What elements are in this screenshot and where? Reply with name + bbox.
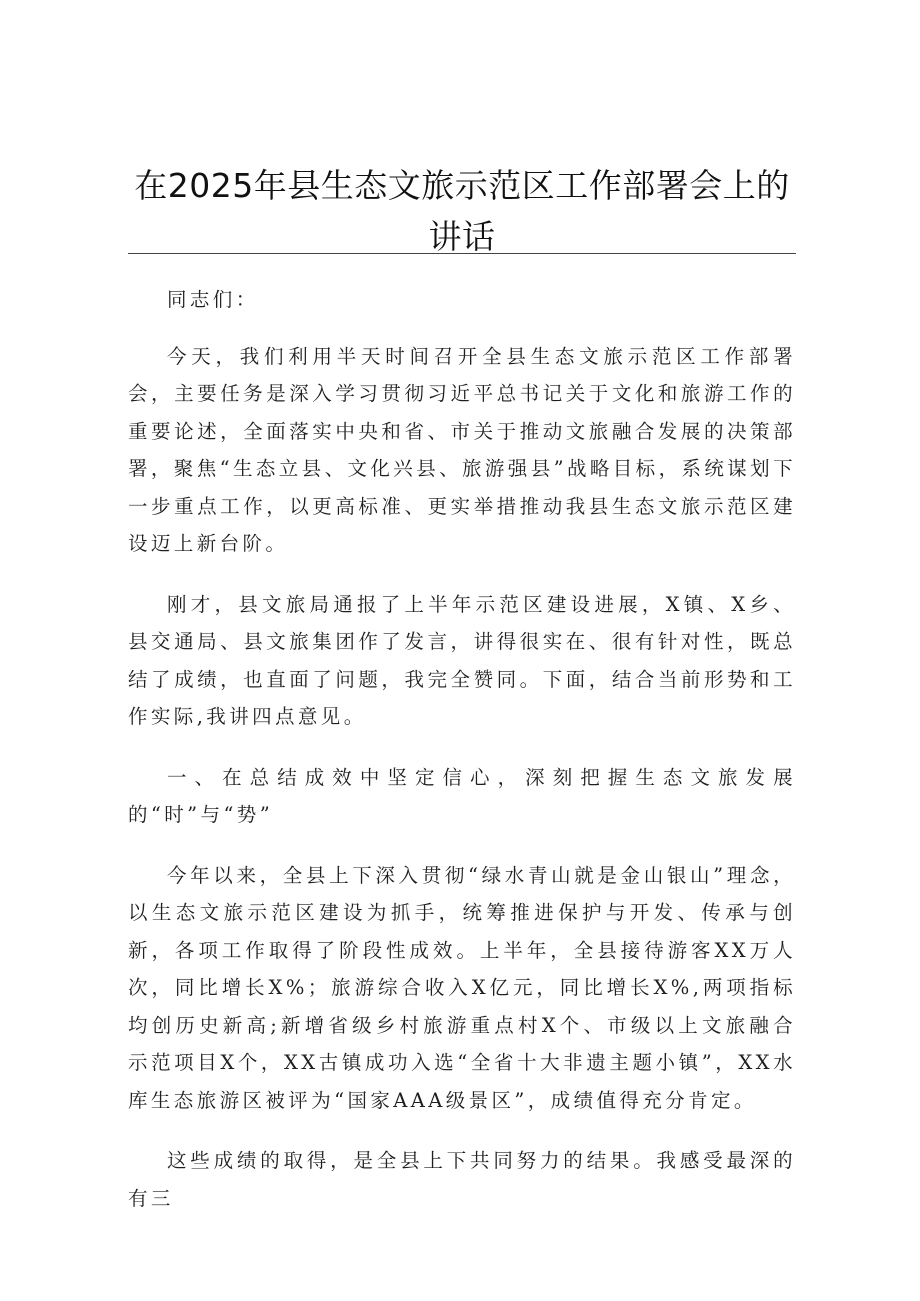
document-title [128, 160, 796, 262]
section-heading-1: 一、在总结成效中坚定信心，深刻把握生态文旅发展的“时”与“势” [128, 765, 796, 826]
paragraph-intro: 今天，我们利用半天时间召开全县生态文旅示范区工作部署会，主要任务是深入学习贯彻习近平总书记关于文化和旅游工作的重要论述，全面落实中央和省、市关于推动文旅融合发展的决策部署，聚焦“生态立县、文化兴县、旅游强县”战略目标，系统谋划下一步重点工作，以更高标准、更实举措推动我县生态文旅示范区建设迈上新台阶。 [128, 344, 796, 555]
title-line-2: 讲话 [428, 217, 496, 256]
salutation: 同志们： [167, 288, 259, 311]
title-divider [128, 253, 796, 254]
paragraph-reflection: 这些成绩的取得，是全县上下共同努力的结果。我感受最深的有三 [128, 1149, 796, 1210]
paragraph-context: 刚才，县文旅局通报了上半年示范区建设进展，X镇、X乡、县交通局、县文旅集团作了发言，讲得很实在、很有针对性，既总结了成绩，也直面了问题，我完全赞同。下面，结合当前形势和工作实际,我讲四点意见。 [128, 592, 796, 728]
paragraph-achievements: 今年以来，全县上下深入贯彻“绿水青山就是金山银山”理念，以生态文旅示范区建设为抓手，统筹推进保护与开发、传承与创新，各项工作取得了阶段性成效。上半年，全县接待游客XX万人次，同比增长X%；旅游综合收入X亿元，同比增长X%,两项指标均创历史新高;新增省级乡村旅游重点村X个、市级以上文旅融合示范项目X个，XX古镇成功入选“全省十大非遗主题小镇”，XX水库生态旅游区被评为“国家AAA级景区”，成绩值得充分肯定。 [128, 863, 796, 1112]
document-body [128, 281, 796, 1240]
title-line-1: 在2025年县生态文旅示范区工作部署会上的 [134, 166, 790, 205]
